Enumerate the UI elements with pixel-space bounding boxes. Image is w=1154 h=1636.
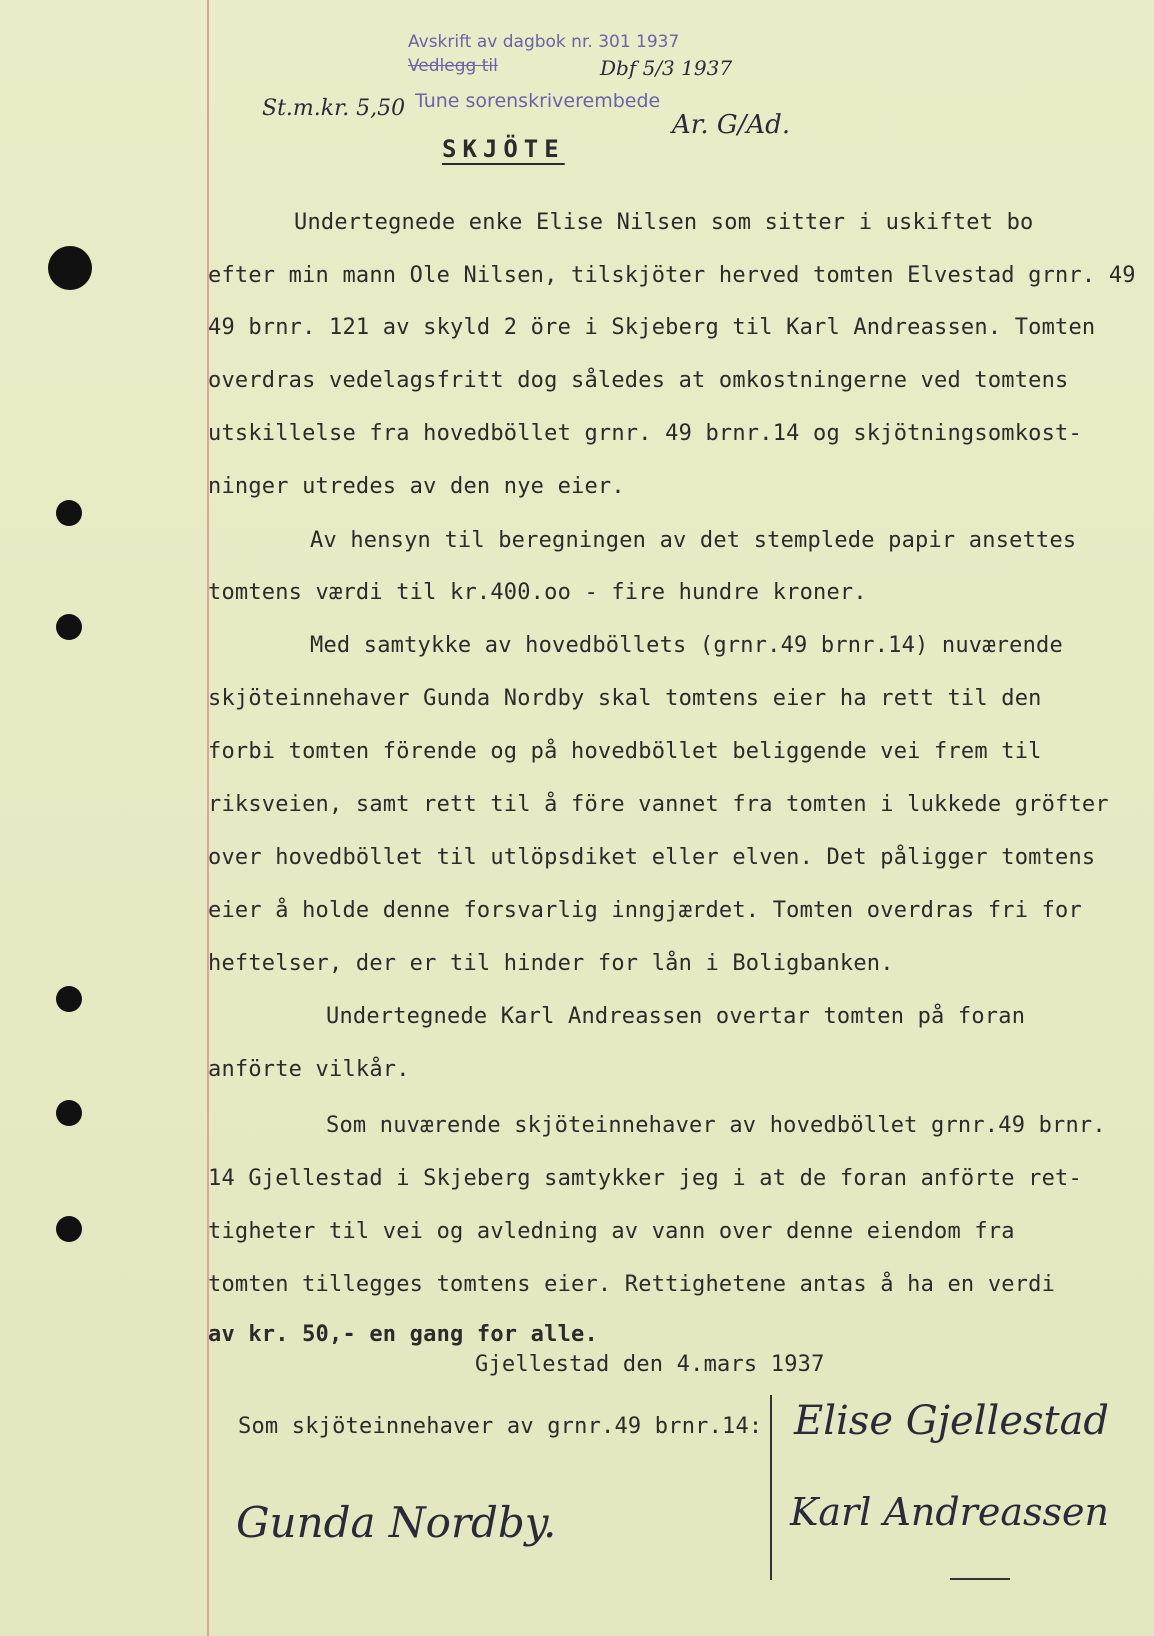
body-line: efter min mann Ole Nilsen, tilskjöter herved tomten Elvestad grnr. 49	[208, 263, 1136, 288]
body-line: tigheter til vei og avledning av vann over denne eiendom fra	[208, 1219, 1015, 1244]
body-line: av kr. 50,- en gang for alle.	[208, 1322, 598, 1347]
body-line: tomtens værdi til kr.400.oo - fire hundre kroner.	[208, 580, 867, 605]
punch-hole	[56, 500, 82, 526]
signature-owner: Gunda Nordby.	[236, 1498, 557, 1547]
body-line: forbi tomten förende og på hovedböllet beliggende vei frem til	[208, 739, 1042, 764]
body-line: Med samtykke av hovedböllets (grnr.49 brnr.14) nuværende	[310, 633, 1063, 658]
body-line: ninger utredes av den nye eier.	[208, 474, 625, 499]
stamp-fee-note: St.m.kr. 5,50	[262, 96, 406, 121]
date-line: Gjellestad den 4.mars 1937	[475, 1352, 825, 1377]
body-line: Undertegnede Karl Andreassen overtar tomten på foran	[326, 1004, 1026, 1029]
signature-underline	[950, 1578, 1010, 1580]
signature-buyer: Karl Andreassen	[790, 1490, 1109, 1534]
document-title: SKJÖTE	[442, 135, 565, 163]
body-line: 49 brnr. 121 av skyld 2 öre i Skjeberg til Karl Andreassen. Tomten	[208, 315, 1096, 340]
body-line: Som nuværende skjöteinnehaver av hovedböllet grnr.49 brnr.	[326, 1113, 1106, 1138]
body-line: anförte vilkår.	[208, 1057, 410, 1082]
signature-seller: Elise Gjellestad	[794, 1398, 1110, 1444]
punch-hole	[56, 614, 82, 640]
punch-hole	[56, 986, 82, 1012]
stamp-line-3: Tune sorenskriverembede	[415, 90, 661, 112]
body-line: utskillelse fra hovedböllet grnr. 49 brnr.14 og skjötningsomkost-	[208, 421, 1082, 446]
body-line: Undertegnede enke Elise Nilsen som sitter i uskiftet bo	[294, 210, 1034, 235]
body-line: skjöteinnehaver Gunda Nordby skal tomtens eier ha rett til den	[208, 686, 1042, 711]
body-line: riksveien, samt rett til å före vannet fra tomten i lukkede gröfter	[208, 792, 1109, 817]
punch-hole	[56, 1100, 82, 1126]
body-line: overdras vedelagsfritt dog således at omkostningerne ved tomtens	[208, 368, 1069, 393]
body-line: over hovedböllet til utlöpsdiket eller elven. Det påligger tomtens	[208, 845, 1096, 870]
stamp-date-handwritten: Dbf 5/3 1937	[600, 56, 733, 80]
stamp-line-2: Vedlegg til	[408, 56, 498, 76]
punch-hole	[56, 1216, 82, 1242]
body-line: heftelser, der er til hinder for lån i Boligbanken.	[208, 951, 894, 976]
margin-rule	[207, 0, 209, 1636]
punch-hole	[48, 246, 92, 290]
archive-mark: Ar. G/Ad.	[672, 110, 791, 140]
consent-label: Som skjöteinnehaver av grnr.49 brnr.14:	[238, 1414, 763, 1439]
body-line: 14 Gjellestad i Skjeberg samtykker jeg i at de foran anförte ret-	[208, 1166, 1082, 1191]
body-line: tomten tillegges tomtens eier. Rettighetene antas å ha en verdi	[208, 1272, 1056, 1297]
body-line: Av hensyn til beregningen av det stemplede papir ansettes	[310, 528, 1077, 553]
body-line: eier å holde denne forsvarlig inngjærdet. Tomten overdras fri for	[208, 898, 1082, 923]
signature-divider	[770, 1395, 772, 1580]
stamp-line-1: Avskrift av dagbok nr. 301 1937	[408, 32, 680, 52]
